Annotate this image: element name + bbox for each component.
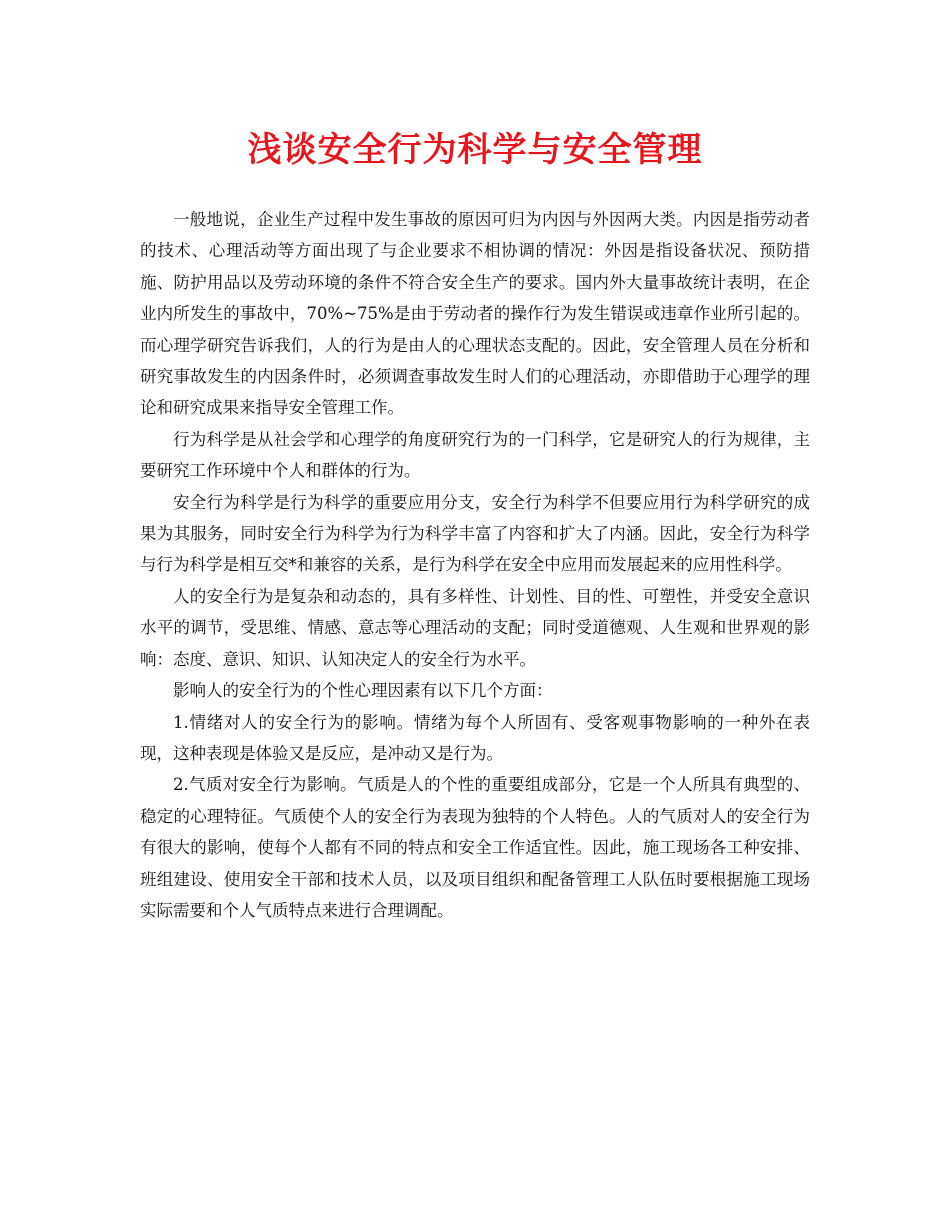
paragraph: 一般地说，企业生产过程中发生事故的原因可归为内因与外因两大类。内因是指劳动者的技术、心理活动等方面出现了与企业要求不相协调的情况：外因是指设备状况、预防措施、防护用品以及劳动环境的条件不符合安全生产的要求。国内外大量事故统计表明，在企业内所发生的事故中，70%~75%是由于劳动者的操作行为发生错误或违章作业所引起的。而心理学研究告诉我们，人的行为是由人的心理状态支配的。因此，安全管理人员在分析和研究事故发生的内因条件时，必须调查事故发生时人们的心理活动，亦即借助于心理学的理论和研究成果来指导安全管理工作。 (140, 210, 810, 418)
paragraph: 2.气质对安全行为影响。气质是人的个性的重要组成部分，它是一个人所具有典型的、稳定的心理特征。气质使个人的安全行为表现为独特的个人特色。人的气质对人的安全行为有很大的影响，使每个人都有不同的特点和安全工作适宜性。因此，施工现场各工种安排、班组建设、使用安全干部和技术人员，以及项目组织和配备管理工人队伍时要根据施工现场实际需要和个人气质特点来进行合理调配。 (140, 775, 810, 920)
paragraph: 影响人的安全行为的个性心理因素有以下几个方面： (173, 681, 553, 701)
document-body (140, 204, 810, 926)
paragraph: 安全行为科学是行为科学的重要应用分支，安全行为科学不但要应用行为科学研究的成果为其服务，同时安全行为科学为行为科学丰富了内容和扩大了内涵。因此，安全行为科学与行为科学是相互交*和兼容的关系，是行为科学在安全中应用而发展起来的应用性科学。 (140, 492, 810, 575)
document-title: 浅谈安全行为科学与安全管理 (247, 130, 703, 170)
paragraph: 人的安全行为是复杂和动态的，具有多样性、计划性、目的性、可塑性，并受安全意识水平的调节，受思维、情感、意志等心理活动的支配；同时受道德观、人生观和世界观的影响：态度、意识、知识、认知决定人的安全行为水平。 (140, 586, 810, 669)
paragraph: 行为科学是从社会学和心理学的角度研究行为的一门科学，它是研究人的行为规律，主要研究工作环境中个人和群体的行为。 (140, 429, 810, 481)
paragraph: 1.情绪对人的安全行为的影响。情绪为每个人所固有、受客观事物影响的一种外在表现，这种表现是体验又是反应，是冲动又是行为。 (140, 712, 810, 763)
